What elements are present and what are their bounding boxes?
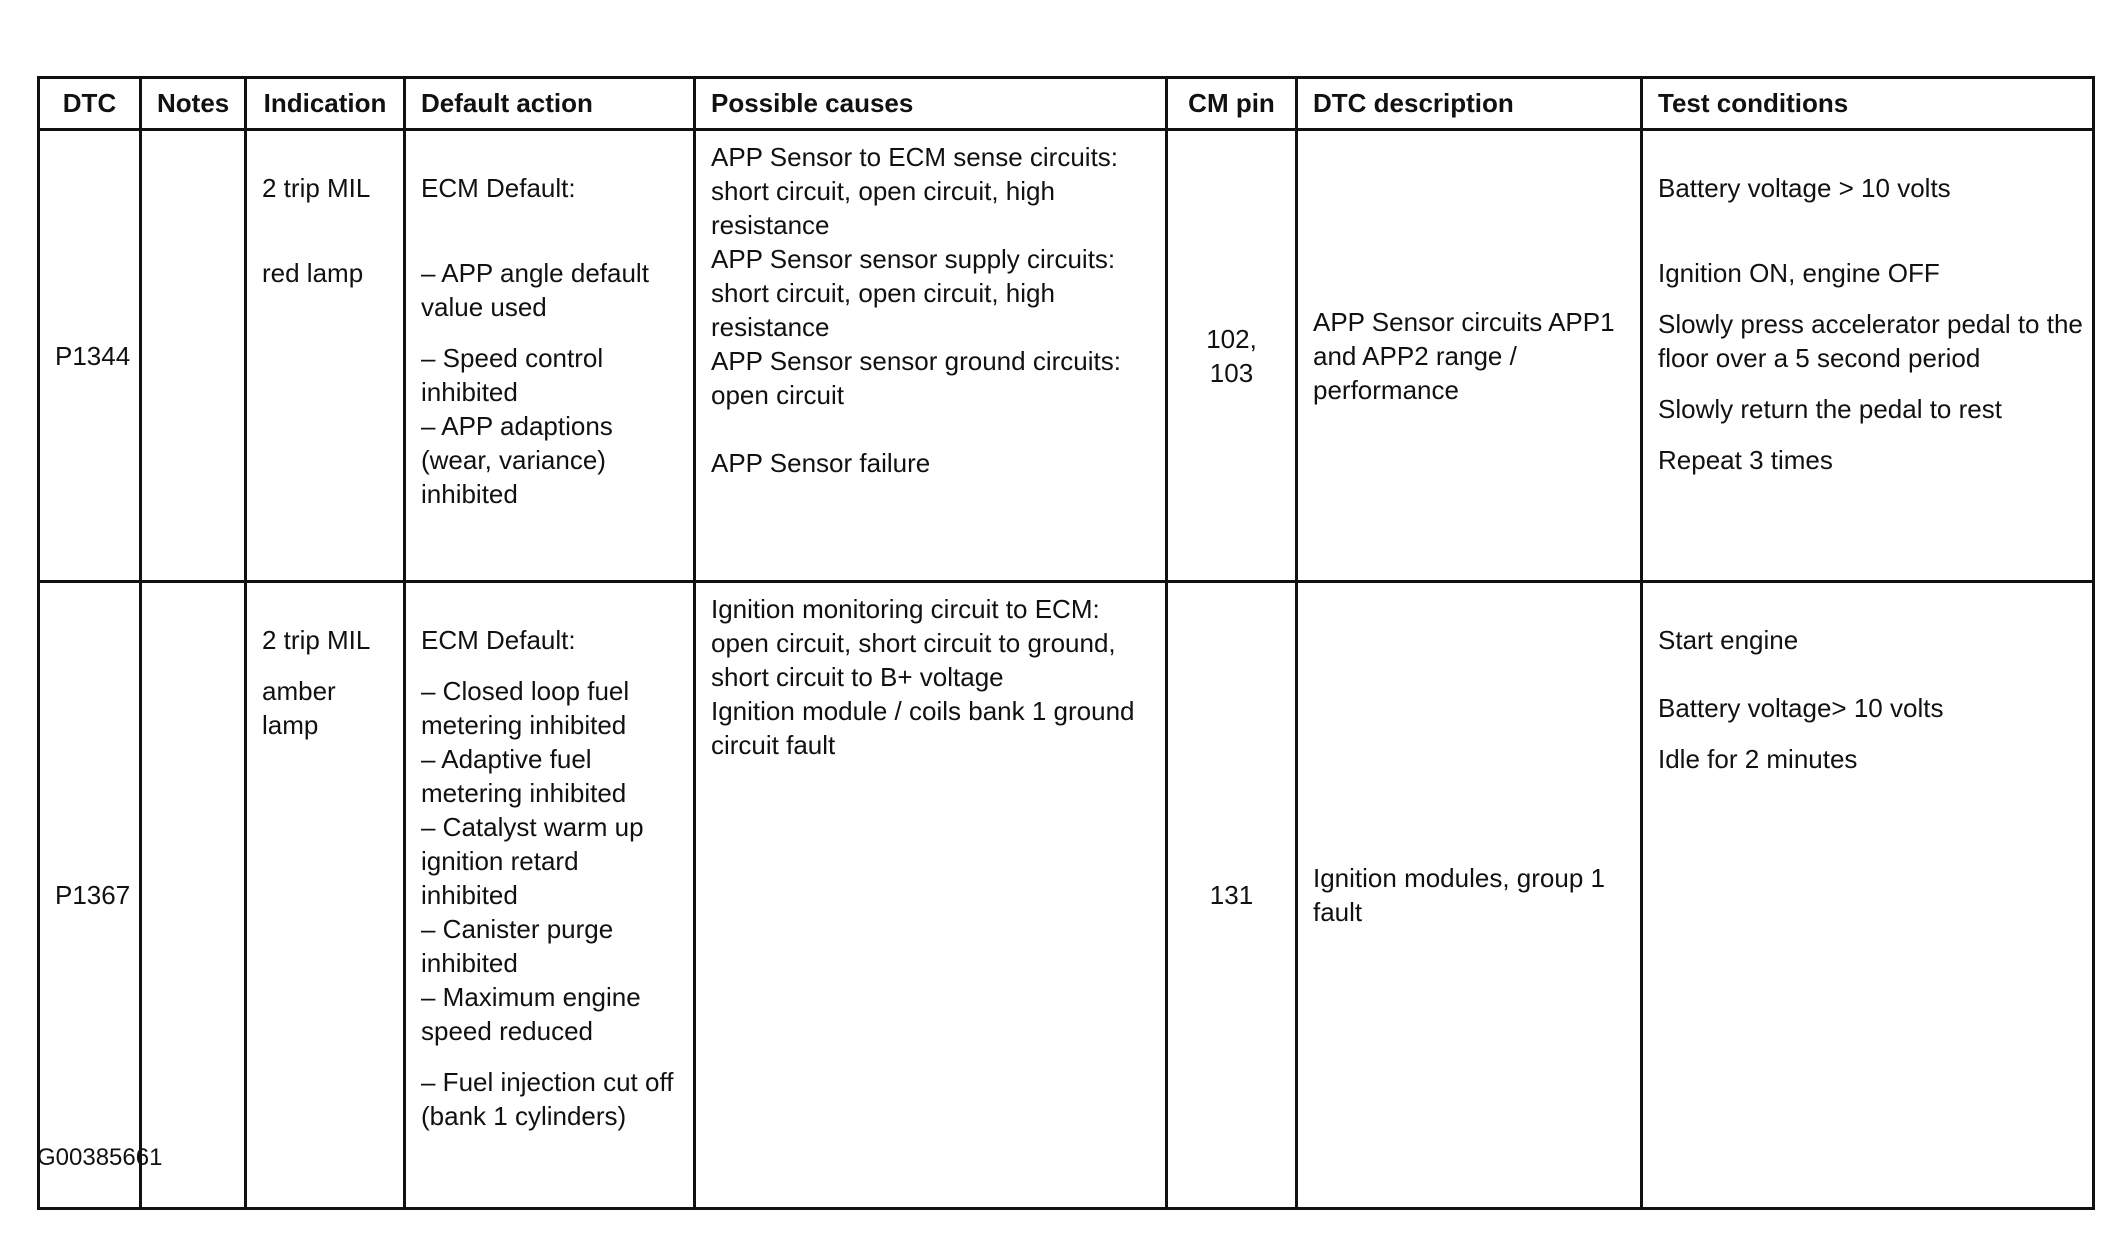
- possible-causes-line: Ignition module / coils bank 1 ground: [711, 696, 1135, 726]
- cm-pin-cell: 102, 103: [1167, 130, 1297, 582]
- test-conditions-line: floor over a 5 second period: [1658, 343, 1981, 373]
- indication-line: red lamp: [262, 258, 364, 288]
- default-action-line: – Closed loop fuel: [421, 676, 630, 706]
- header-row: [39, 78, 2094, 130]
- dtc-code: P1367: [39, 582, 141, 1209]
- header-dtc-description: DTC description: [1297, 78, 1642, 130]
- notes-cell: [141, 582, 246, 1209]
- dtc-description-line: Ignition modules, group 1: [1313, 863, 1605, 893]
- default-action-line: metering inhibited: [421, 710, 627, 740]
- indication-line: lamp: [262, 710, 319, 740]
- indication-cell: [246, 582, 405, 1209]
- possible-causes-line: short circuit to B+ voltage: [711, 662, 1004, 692]
- default-action-line: inhibited: [421, 880, 518, 910]
- possible-causes-line: resistance: [711, 312, 830, 342]
- default-action-cell: [405, 130, 695, 582]
- default-action-line: – APP adaptions: [421, 411, 613, 441]
- possible-causes-line: open circuit: [711, 380, 844, 410]
- default-action-line: ECM Default:: [421, 625, 576, 655]
- dtc-code: P1344: [39, 130, 141, 582]
- header-notes: Notes: [141, 78, 246, 130]
- test-conditions-line: Repeat 3 times: [1658, 445, 1833, 475]
- default-action-line: (bank 1 cylinders): [421, 1101, 627, 1131]
- test-conditions-line: Battery voltage > 10 volts: [1658, 173, 1951, 203]
- indication-line: 2 trip MIL: [262, 173, 371, 203]
- indication-cell: [246, 130, 405, 582]
- cm-pin-cell: 131: [1167, 582, 1297, 1209]
- header-dtc: DTC: [39, 78, 141, 130]
- dtc-description-line: fault: [1313, 897, 1363, 927]
- default-action-line: – Catalyst warm up: [421, 812, 644, 842]
- dtc-description-cell: [1297, 130, 1642, 582]
- default-action-line: – Adaptive fuel: [421, 744, 592, 774]
- header-default-action: Default action: [405, 78, 695, 130]
- test-conditions-line: Slowly press accelerator pedal to the: [1658, 309, 2083, 339]
- dtc-description-cell: [1297, 582, 1642, 1209]
- test-conditions-line: Ignition ON, engine OFF: [1658, 258, 1940, 288]
- possible-causes-line: APP Sensor sensor supply circuits:: [711, 244, 1116, 274]
- default-action-line: inhibited: [421, 479, 518, 509]
- test-conditions-line: Slowly return the pedal to rest: [1658, 394, 2002, 424]
- possible-causes-line: short circuit, open circuit, high: [711, 176, 1055, 206]
- default-action-line: – Speed control: [421, 343, 604, 373]
- possible-causes-line: Ignition monitoring circuit to ECM:: [711, 594, 1100, 624]
- possible-causes-line: APP Sensor to ECM sense circuits:: [711, 142, 1119, 172]
- possible-causes-cell: [695, 582, 1167, 1209]
- possible-causes-line: short circuit, open circuit, high: [711, 278, 1055, 308]
- test-conditions-line: Start engine: [1658, 625, 1799, 655]
- test-conditions-line: Idle for 2 minutes: [1658, 744, 1858, 774]
- default-action-cell: [405, 582, 695, 1209]
- header-test-conditions: Test conditions: [1642, 78, 2094, 130]
- default-action-line: – Canister purge: [421, 914, 614, 944]
- default-action-line: – Fuel injection cut off: [421, 1067, 674, 1097]
- possible-causes-line: APP Sensor sensor ground circuits:: [711, 346, 1121, 376]
- default-action-line: (wear, variance): [421, 445, 606, 475]
- dtc-description-line: and APP2 range /: [1313, 340, 1517, 371]
- dtc-description-line: performance: [1313, 374, 1459, 405]
- test-conditions-cell: [1642, 582, 2094, 1209]
- test-conditions-line: Battery voltage> 10 volts: [1658, 693, 1944, 723]
- header-possible-causes: Possible causes: [695, 78, 1167, 130]
- test-conditions-cell: [1642, 130, 2094, 582]
- figure-id: G00385661: [37, 1144, 163, 1171]
- default-action-line: inhibited: [421, 377, 518, 407]
- default-action-line: inhibited: [421, 948, 518, 978]
- default-action-line: value used: [421, 292, 547, 322]
- default-action-line: ignition retard: [421, 846, 579, 876]
- header-cm-pin: CM pin: [1167, 78, 1297, 130]
- default-action-line: – Maximum engine: [421, 982, 641, 1012]
- possible-causes-line: resistance: [711, 210, 830, 240]
- dtc-description-line: APP Sensor circuits APP1: [1313, 306, 1615, 337]
- indication-line: 2 trip MIL: [262, 625, 371, 655]
- indication-line: amber: [262, 676, 336, 706]
- table-row: [39, 582, 2094, 1209]
- default-action-line: speed reduced: [421, 1016, 594, 1046]
- possible-causes-line: open circuit, short circuit to ground,: [711, 628, 1116, 658]
- header-indication: Indication: [246, 78, 405, 130]
- table-row: [39, 130, 2094, 582]
- default-action-line: ECM Default:: [421, 173, 576, 203]
- default-action-line: metering inhibited: [421, 778, 627, 808]
- possible-causes-cell: [695, 130, 1167, 582]
- notes-cell: [141, 130, 246, 582]
- dtc-table: [37, 76, 2095, 1210]
- possible-causes-line: circuit fault: [711, 730, 836, 760]
- possible-causes-line: APP Sensor failure: [711, 448, 931, 478]
- default-action-line: – APP angle default: [421, 258, 649, 288]
